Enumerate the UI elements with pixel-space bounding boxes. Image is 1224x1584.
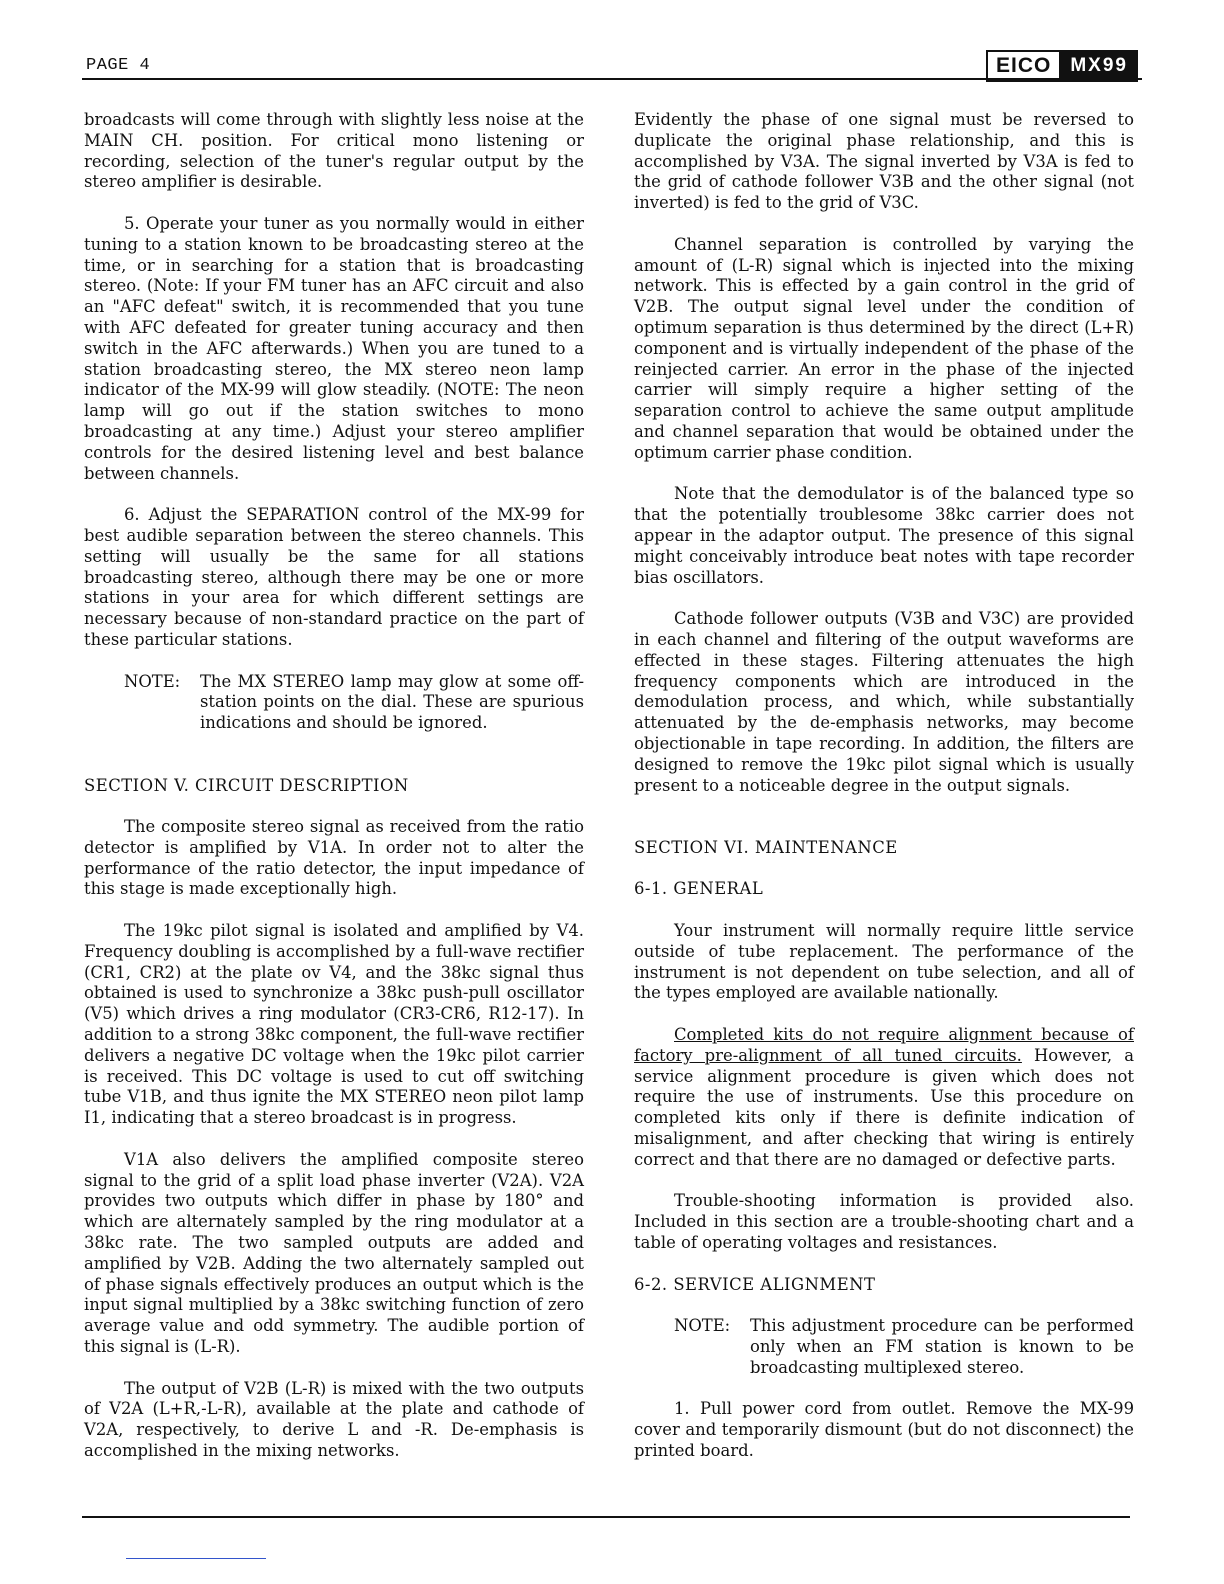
logo-model-text: MX99 [1062,52,1136,80]
note-text: The MX STEREO lamp may glow at some off-station points on the dial. These are spurious indications and should be ignored. [200,671,584,733]
section-heading-circuit-description: SECTION V. CIRCUIT DESCRIPTION [84,775,409,795]
footer-rule [82,1516,1130,1518]
left-column [84,110,584,1483]
logo-brand-text: EICO [988,52,1062,80]
paragraph: V1A also delivers the amplified composite stereo signal to the grid of a split load phase inverter (V2A). V2A provides two outputs which differ in phase by 180° and which are alternately sampled by the ring modulator at a 38kc rate. The two sampled outputs are added and amplified by V2B. Adding the two alternately sampled out of phase signals effectively produces an output which is the input signal multiplied by a 38kc switching function of zero average value and odd symmetry. The audible portion of this signal is (L-R). [84,1149,584,1357]
subsection-heading-general: 6-1. GENERAL [634,879,764,899]
note-label: NOTE: [124,671,181,691]
paragraph: Your instrument will normally require little service outside of tube replacement. The performance of the instrument is not dependent on tube selection, and all of the types employed are available nationally. [634,921,1134,1003]
paragraph: The 19kc pilot signal is isolated and amplified by V4. Frequency doubling is accomplished by a full-wave rectifier (CR1, CR2) at the plate ov V4, and the 38kc signal thus obtained is used to synchronize a 38kc push-pull oscillator (V5) which drives a ring modulator (CR3-CR6, R12-17). In addition to a strong 38kc component, the full-wave rectifier delivers a negative DC voltage when the 19kc pilot carrier is received. This DC voltage is used to cut off switching tube V1B, and thus ignite the MX STEREO neon pilot lamp I1, indicating that a stereo broadcast is in progress. [84,921,584,1128]
paragraph: Note that the demodulator is of the balanced type so that the potentially troublesome 38kc carrier does not appear in the adaptor output. The presence of this signal might conceivably introduce beat notes with tape recorder bias oscillators. [634,484,1134,587]
note-label: NOTE: [674,1316,731,1336]
paragraph-step-1: 1. Pull power cord from outlet. Remove the MX-99 cover and temporarily dismount (but do not disconnect) the printed board. [634,1399,1134,1460]
underlined-text: Completed kits do not require alignment because of factory pre-alignment of all tuned circuits. [634,1025,1134,1065]
paragraph-step-6: 6. Adjust the SEPARATION control of the MX-99 for best audible separation between the stereo channels. This setting will usually be the same for all stations broadcasting stereo, although there may be one or more stations in your area for which different settings are necessary because of non-standard practice on the part of these particular stations. [84,505,584,649]
note-block [124,672,584,734]
paragraph: Cathode follower outputs (V3B and V3C) are provided in each channel and filtering of the output waveforms are effected in these stages. Filtering attenuates the high frequency components which are introduced in the demodulation process, and which, while substantially attenuated by the de-emphasis networks, may become objectionable in tape recording. In addition, the filters are designed to remove the 19kc pilot signal which is usually present to a noticeable degree in the output signals. [634,609,1134,795]
note-text: This adjustment procedure can be performed only when an FM station is known to be broadcasting multiplexed stereo. [750,1316,1134,1377]
paragraph: Channel separation is controlled by varying the amount of (L-R) signal which is injected into the mixing network. This is effected by a gain control in the grid of V2B. The output signal level under the condition of optimum separation is thus determined by the direct (L+R) component and is virtually independent of the phase of the reinjected carrier. An error in the phase of the injected carrier will simply require a higher setting of the separation control to achieve the same output amplitude and channel separation that would be obtained under the optimum carrier phase condition. [634,234,1134,462]
paragraph: Evidently the phase of one signal must be reversed to duplicate the original phase relationship, and this is accomplished by V3A. The signal inverted by V3A is fed to the grid of cathode follower V3B and the other signal (not inverted) is fed to the grid of V3C. [634,110,1134,213]
paragraph [634,1025,1134,1171]
header-rule [82,78,1142,80]
paragraph-rest: However, a service alignment procedure is given which does not require the use of instruments. Use this procedure on completed kits only if there is definite indication of misalignment, and after checking that wiring is entirely correct and that there are no damaged or defective parts. [634,1045,1134,1169]
paragraph-step-5: 5. Operate your tuner as you normally would in either tuning to a station known to be broadcasting stereo at the time, or in searching for a station that is broadcasting stereo. (Note: If your FM tuner has an AFC circuit and also an "AFC defeat" switch, it is recommended that you tune with AFC defeated for greater tuning accuracy and then switch in the AFC afterwards.) When you are tuned to a station broadcasting stereo, the MX stereo neon lamp indicator of the MX-99 will glow steadily. (NOTE: The neon lamp will go out if the station switches to mono broadcasting at any time.) Adjust your stereo amplifier controls for the desired listening level and best balance between channels. [84,213,584,483]
page-number-label: PAGE 4 [86,56,151,75]
paragraph: broadcasts will come through with slightly less noise at the MAIN CH. position. For critical mono listening or recording, selection of the tuner's regular output by the stereo amplifier is desirable. [84,110,584,192]
paragraph: The output of V2B (L-R) is mixed with the two outputs of V2A (L+R,-L-R), available at the plate and cathode of V2A, respectively, to derive L and -R. De-emphasis is accomplished in the mixing networks. [84,1378,584,1460]
paragraph: Trouble-shooting information is provided also. Included in this section are a trouble-shooting chart and a table of operating voltages and resistances. [634,1191,1134,1253]
subsection-heading-service-alignment: 6-2. SERVICE ALIGNMENT [634,1274,876,1294]
footnote-rule [126,1558,266,1559]
note-block [674,1316,1134,1378]
section-heading-maintenance: SECTION VI. MAINTENANCE [634,837,898,857]
paragraph: The composite stereo signal as received from the ratio detector is amplified by V1A. In order not to alter the performance of the ratio detector, the input impedance of this stage is made exceptionally high. [84,817,584,899]
right-column [634,110,1134,1483]
